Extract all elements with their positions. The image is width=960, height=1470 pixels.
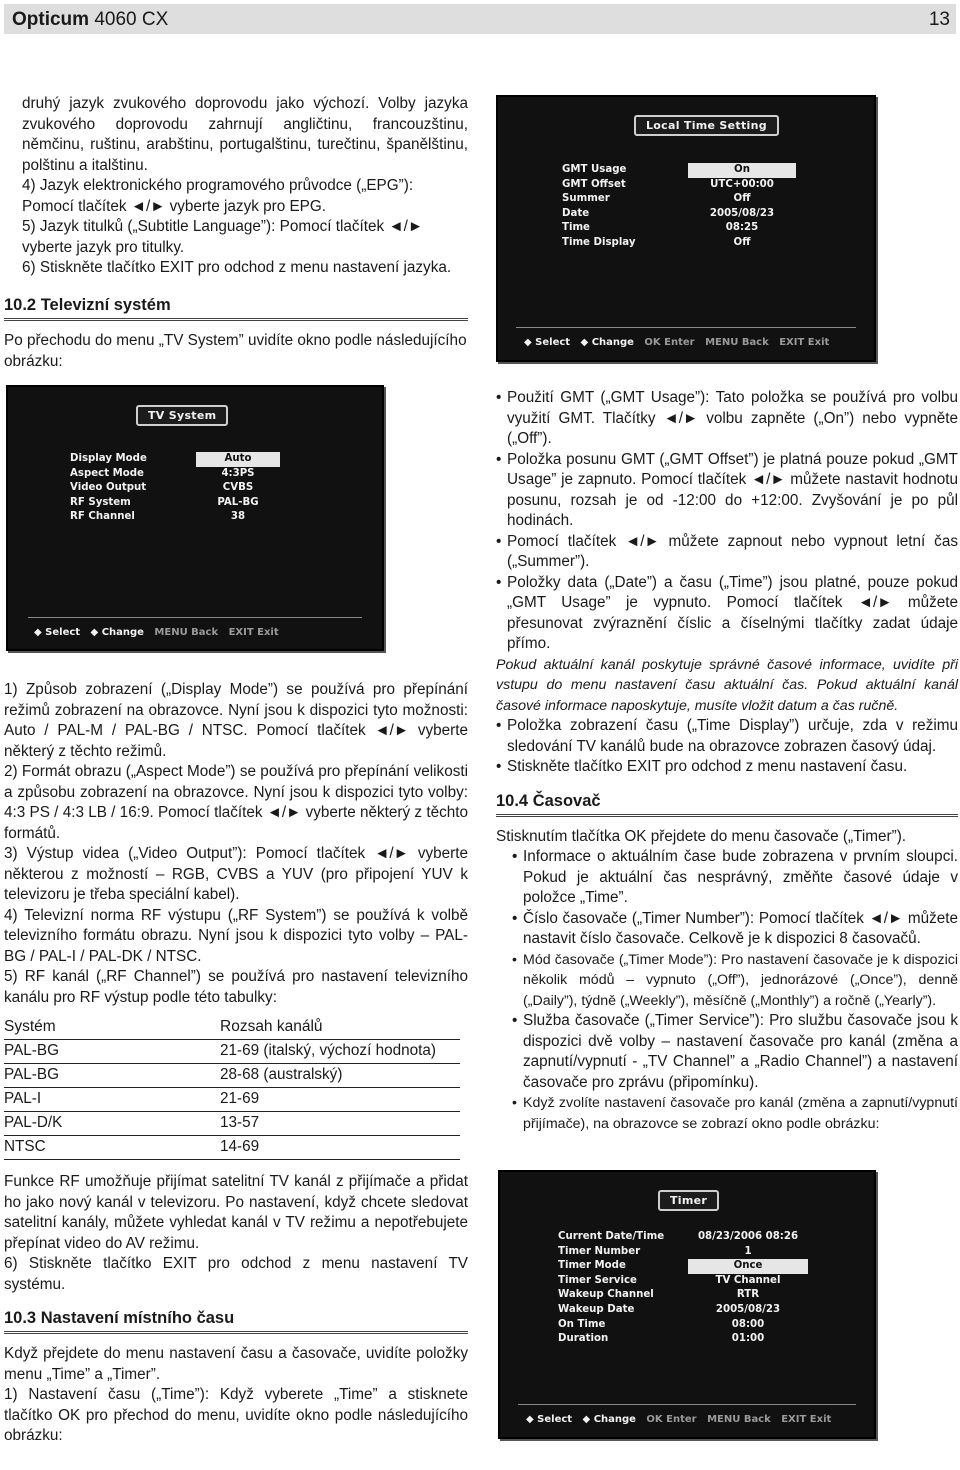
rf-channel-table (4, 1016, 460, 1160)
paragraph: 3) Výstup videa („Video Output”): Pomocí tlačítek ◄/► vyberte některou z možností – RGB, CVBS a YUV (pro připojení YUV k televizoru je třeba speciální kabel). (4, 845, 468, 903)
section-heading: 10.3 Nastavení místního času (4, 1307, 468, 1334)
screen-title: TV System (136, 405, 228, 426)
paragraph: 5) Jazyk titulků („Subtitle Language”): Pomocí tlačítek ◄/► vyberte jazyk pro titulky. (22, 218, 423, 256)
product-title: Opticum 4060 CX (12, 9, 169, 30)
screen-menu-rows: GMT Usage On GMT Offset UTC+00:00 Summer Off Date 2005/08/23 Time 08:25 Time Display Off (562, 163, 862, 251)
left-column-tv-system (4, 282, 468, 372)
paragraph: 6) Stiskněte tlačítko EXIT pro odchod z menu nastavení TV systému. (4, 1255, 468, 1293)
list-item: • Položky data („Date”) a času („Time”) jsou platné, pouze pokud „GMT Usage” je vypnuto. Pomocí tlačítek ◄/► můžete přesunovat zvýraznění číslic a číselnými tlačítky zadat údaje přímo. (496, 573, 958, 655)
timer-menu-screenshot (498, 1170, 876, 1439)
paragraph: Stisknutím tlačítka OK přejdete do menu časovače („Timer”). (496, 827, 907, 845)
tv-system-menu-screenshot (6, 385, 384, 651)
table-row: PAL-BG 21-69 (italský, výchozí hodnota) (4, 1040, 460, 1064)
page-number: 13 (928, 9, 950, 30)
screen-divider (516, 327, 856, 328)
paragraph: 2) Formát obrazu („Aspect Mode”) se používá pro přepínání velikosti a způsobu zobrazení na obrazovce. Nyní jsou k dispozici tyto volby: 4:3 PS / 4:3 LB / 16:9. Pomocí tlačítek ◄/► vyberte některý z těchto formátů. (4, 763, 468, 842)
table-header: Rozsah kanálů (220, 1016, 460, 1040)
page-header (4, 4, 956, 34)
section-heading: 10.2 Televizní systém (4, 294, 468, 321)
paragraph: 1) Způsob zobrazení („Display Mode”) se používá pro přepínání režimů zobrazení na obrazovce. Nyní jsou k dispozici tyto možnosti: Auto / PAL-M / PAL-BG / NTSC. Pomocí tlačítek ◄/► vyberte některý z těchto režimů. (4, 681, 468, 760)
menu-value: PAL-BG (217, 496, 259, 508)
screen-divider (28, 617, 362, 618)
screen-divider (518, 1404, 856, 1405)
table-header: Systém (4, 1016, 220, 1040)
list-item: • Číslo časovače („Timer Number”): Pomocí tlačítek ◄/► můžete nastavit číslo časovače. Celkově je k dispozici 8 časovačů. (512, 909, 958, 950)
menu-value: 38 (230, 511, 246, 523)
right-column (496, 388, 958, 1134)
table-row: PAL-I 21-69 (4, 1088, 460, 1112)
paragraph: Když přejdete do menu nastavení času a časovače, uvidíte položky menu „Time” a „Timer”. (4, 1345, 468, 1383)
paragraph: 4) Jazyk elektronického programového průvodce („EPG”): Pomocí tlačítek ◄/► vyberte jazyk pro EPG. (22, 177, 414, 215)
left-column-top (22, 94, 468, 279)
paragraph: 4) Televizní norma RF výstupu („RF System”) se používá k volbě televizního formátu obrazu. Nyní jsou k dispozici tyto volby – PAL-BG / PAL-I / PAL-DK / NTSC. (4, 906, 468, 965)
list-item: • Stiskněte tlačítko EXIT pro odchod z menu nastavení času. (496, 757, 958, 778)
paragraph: 5) RF kanál („RF Channel”) se používá pro nastavení televizního kanálu pro RF výstup podle této tabulky: (4, 968, 468, 1006)
table-row: PAL-BG 28-68 (australský) (4, 1064, 460, 1088)
menu-value: CVBS (222, 482, 254, 494)
screen-footer: ◆ Select ◆ Change OK Enter MENU Back EXIT Exit (526, 1414, 832, 1425)
list-item: • Použití GMT („GMT Usage”): Tato položka se používá pro volbu využití GMT. Tlačítky ◄/► volbu zapněte („On”) nebo vypněte („Off”). (496, 388, 958, 450)
italic-note: Pokud aktuální kanál poskytuje správné časové informace, uvidíte při vstupu do menu nastavení času aktuální čas. Pokud aktuální kanál časové informace naposkytuje, musíte vložit datum a čas ručně. (496, 656, 958, 714)
screen-title: Timer (658, 1190, 719, 1211)
screen-menu-rows (70, 452, 370, 525)
table-row: NTSC 14-69 (4, 1136, 460, 1160)
paragraph: Funkce RF umožňuje přijímat satelitní TV kanál z přijímače a přidat ho jako nový kanál v televizoru. Po nastavení, když chcete sledovat satelitní kanály, můžete vyhledat kanál v TV režimu a nepotřebujete přepínat video do AV režimu. (4, 1173, 468, 1252)
list-item: • Když zvolíte nastavení časovače pro kanál (změna a zapnutí/vypnutí přijímače), na obrazovce se zobrazí okno podle obrázku: (512, 1093, 958, 1134)
paragraph: Po přechodu do menu „TV System” uvidíte okno podle následujícího obrázku: (4, 332, 467, 370)
menu-label: RF System (70, 496, 131, 508)
left-column-items (4, 680, 468, 1447)
paragraph: druhý jazyk zvukového doprovodu jako výchozí. Volby jazyka zvukového doprovodu zahrnují angličtinu, francouzštinu, němčinu, ruštinu, arabštinu, portugalštinu, turečtinu, španělštinu, polštinu a italštinu. (22, 95, 468, 174)
list-item: • Služba časovače („Timer Service”): Pro službu časovače jsou k dispozici dvě volby – nastavení časovače pro kanál (změna a zapnutí/vypnutí - „TV Channel” a „Radio Channel”) a nastavení časovače pro zprávu (připomínku). (512, 1011, 958, 1093)
list-item: • Mód časovače („Timer Mode”): Pro nastavení časovače je k dispozici několik módů – vypnuto („Off”), jednorázové („Once”), denně („Daily”), týdně („Weekly”), měsíčně („Monthly”) a ročně („Yearly”). (512, 950, 958, 1012)
list-item: • Pomocí tlačítek ◄/► můžete zapnout nebo vypnout letní čas („Summer”). (496, 532, 958, 573)
list-item: • Položka posunu GMT („GMT Offset”) je platná pouze pokud „GMT Usage” je zapnuto. Pomocí tlačítek ◄/► můžete nastavit hodnotu posunu, rozsah je od -12:00 do +12:00. Zvyšování je po půl hodinách. (496, 450, 958, 532)
screen-title: Local Time Setting (634, 115, 779, 136)
section-heading: 10.4 Časovač (496, 790, 958, 817)
menu-label: Aspect Mode (70, 467, 144, 479)
list-item: • Položka zobrazení času („Time Display”) určuje, zda v režimu sledování TV kanálů bude na obrazovce zobrazen časový údaj. (496, 716, 958, 757)
menu-label: Display Mode (70, 453, 147, 464)
screen-menu-rows: Current Date/Time 08/23/2006 08:26 Timer Number 1 Timer Mode Once Timer Service TV Channel Wakeup Channel RTR Wakeup Date 2005/08/23 On Time 08:00 Duration 01:00 (558, 1230, 858, 1347)
paragraph: 1) Nastavení času („Time”): Když vyberete „Time” a stisknete tlačítko OK pro přechod do menu, uvidíte okno podle následujícího obrázku: (4, 1386, 468, 1444)
list-item: • Informace o aktuálním čase bude zobrazena v prvním sloupci. Pokud je aktuální čas nesprávný, změňte časové údaje v položce „Time”. (512, 847, 958, 909)
local-time-menu-screenshot (496, 95, 876, 362)
screen-footer: ◆ Select ◆ Change MENU Back EXIT Exit (34, 627, 279, 638)
menu-label: RF Channel (70, 511, 135, 523)
menu-value: Auto (196, 452, 280, 467)
screen-footer: ◆ Select ◆ Change OK Enter MENU Back EXIT Exit (524, 337, 830, 348)
paragraph: 6) Stiskněte tlačítko EXIT pro odchod z menu nastavení jazyka. (22, 259, 452, 276)
menu-value: 4:3PS (221, 467, 255, 479)
menu-label: Video Output (70, 482, 147, 494)
table-row: PAL-D/K 13-57 (4, 1112, 460, 1136)
timer-bullet-list (496, 847, 958, 1134)
